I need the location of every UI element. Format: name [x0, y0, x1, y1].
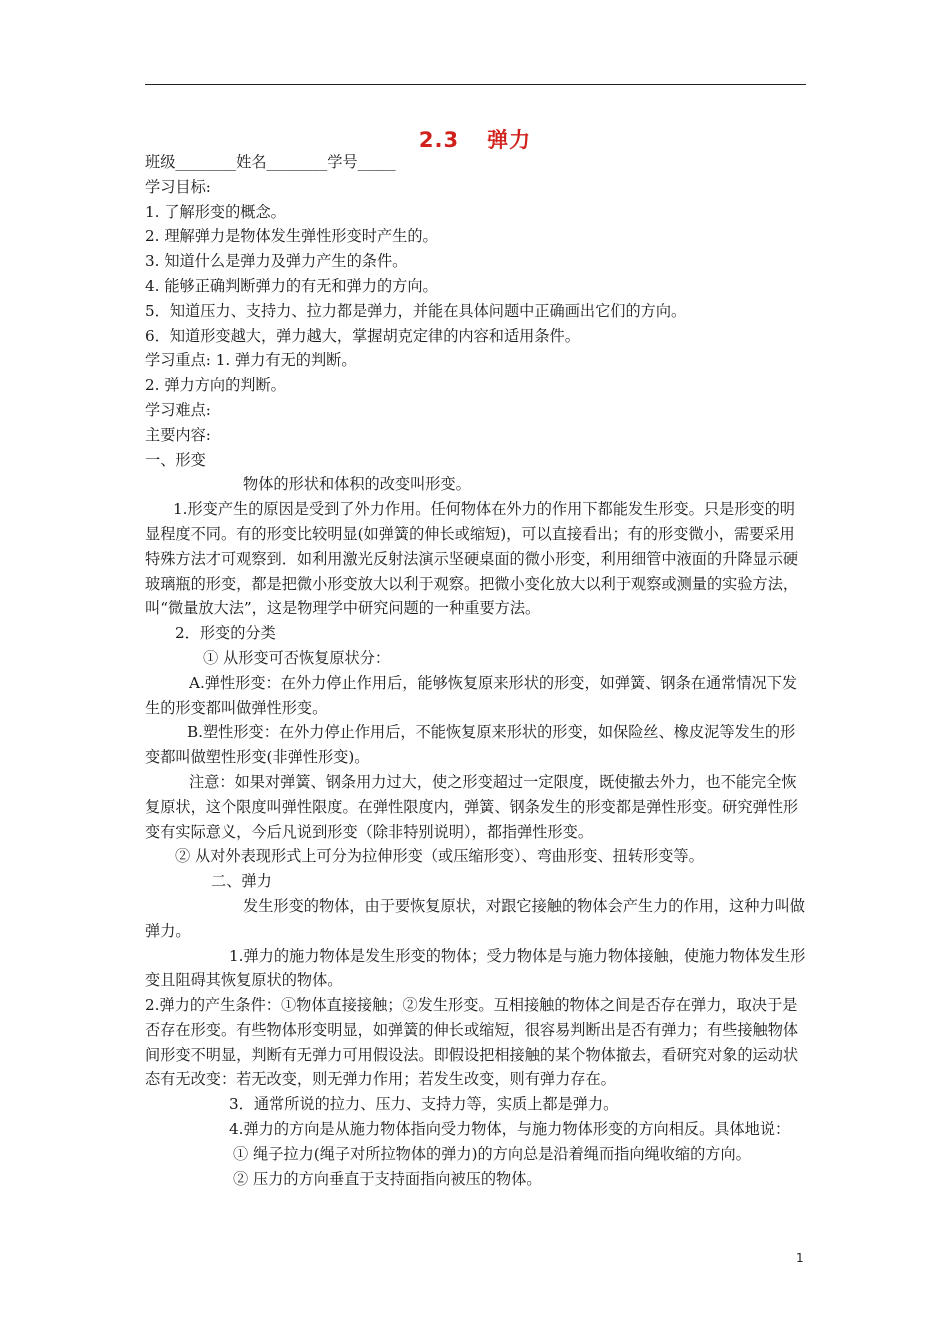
paragraph: ② 从对外表现形式上可分为拉伸形变（或压缩形变）、弯曲形变、扭转形变等。 — [175, 847, 704, 866]
note-paragraph: 注意：如果对弹簧、钢条用力过大，使之形变超过一定限度，既使撤去外力，也不能完全恢复原状，这个限度叫弹性限度。在弹性限度内，弹簧、钢条发生的形变都是弹性形变。研究弹性形变有实际意义，今后凡说到形变（除非特别说明），都指弹性形变。 — [145, 772, 799, 841]
title-number: 2.3 — [418, 128, 460, 152]
form-line: 班级________姓名________学号_____ — [145, 153, 396, 171]
paragraph: 1.形变产生的原因是受到了外力作用。任何物体在外力的作用下都能发生形变。只是形变的明显程度不同。有的形变比较明显(如弹簧的伸长或缩短)，可以直接看出；有的形变微小，需要采用特殊方法才可观察到．如利用激光反射法演示坚硬桌面的微小形变，利用细管中液面的升降显示硬玻璃瓶的形变，都是把微小形变放大以利于观察。把微小变化放大以利于观察或测量的实验方法，叫“微量放大法”，这是物理学中研究问题的一种重要方法。 — [145, 500, 799, 618]
key-points-line: 2. 弹力方向的判断。 — [145, 376, 286, 395]
objectives-heading: 学习目标: — [145, 177, 211, 196]
objective-item: 4. 能够正确判断弹力的有无和弹力的方向。 — [145, 276, 438, 295]
paragraph: A.弹性形变：在外力停止作用后，能够恢复原来形状的形变，如弹簧、钢条在通常情况下发生的形变都叫做弹性形变。 — [145, 673, 798, 717]
section-heading: 二、弹力 — [211, 872, 272, 891]
paragraph: 2．形变的分类 — [175, 624, 276, 643]
deformation-definition: 物体的形状和体积的改变叫形变。 — [243, 475, 471, 494]
page-number: 1 — [796, 1251, 804, 1265]
title-text: 弹力 — [487, 128, 532, 152]
paragraph: 4.弹力的方向是从施力物体指向受力物体，与施力物体形变的方向相反。具体地说： — [229, 1120, 791, 1139]
header-rule — [145, 84, 806, 85]
objective-item: 5．知道压力、支持力、拉力都是弹力，并能在具体问题中正确画出它们的方向。 — [145, 301, 687, 320]
objective-item: 1. 了解形变的概念。 — [145, 202, 286, 221]
paragraph: ① 绳子拉力(绳子对所拉物体的弹力)的方向总是沿着绳而指向绳收缩的方向。 — [233, 1144, 751, 1163]
paragraph: ① 从形变可否恢复原状分： — [203, 648, 391, 667]
elastic-force-definition: 发生形变的物体，由于要恢复原状，对跟它接触的物体会产生力的作用，这种力叫做弹力。 — [145, 896, 805, 940]
objective-item: 2. 理解弹力是物体发生弹性形变时产生的。 — [145, 227, 438, 246]
difficulties-heading: 学习难点: — [145, 400, 211, 419]
key-points-line: 学习重点: 1. 弹力有无的判断。 — [145, 351, 357, 370]
objective-item: 6．知道形变越大，弹力越大，掌握胡克定律的内容和适用条件。 — [145, 326, 580, 345]
paragraph: 1.弹力的施力物体是发生形变的物体；受力物体是与施力物体接触，使施力物体发生形变且阻碍其恢复原状的物体。 — [145, 946, 806, 990]
paragraph: ② 压力的方向垂直于支持面指向被压的物体。 — [233, 1169, 542, 1188]
main-content-heading: 主要内容: — [145, 425, 211, 444]
section-heading: 一、形变 — [145, 450, 206, 469]
paragraph: B.塑性形变：在外力停止作用后，不能恢复原来形状的形变，如保险丝、橡皮泥等发生的形变都叫做塑性形变(非弹性形变)。 — [145, 723, 796, 767]
objective-item: 3. 知道什么是弹力及弹力产生的条件。 — [145, 252, 408, 271]
paragraph: 3．通常所说的拉力、压力、支持力等，实质上都是弹力。 — [229, 1095, 619, 1114]
document-body — [145, 150, 806, 1191]
paragraph: 2.弹力的产生条件：①物体直接接触；②发生形变。互相接触的物体之间是否存在弹力，取决于是否存在形变。有些物体形变明显，如弹簧的伸长或缩短，很容易判断出是否有弹力；有些接触物体间形变不明显，判断有无弹力可用假设法。即假设把相接触的某个物体撤去，看研究对象的运动状态有无改变：若无改变，则无弹力作用；若发生改变，则有弹力存在。 — [145, 996, 799, 1089]
